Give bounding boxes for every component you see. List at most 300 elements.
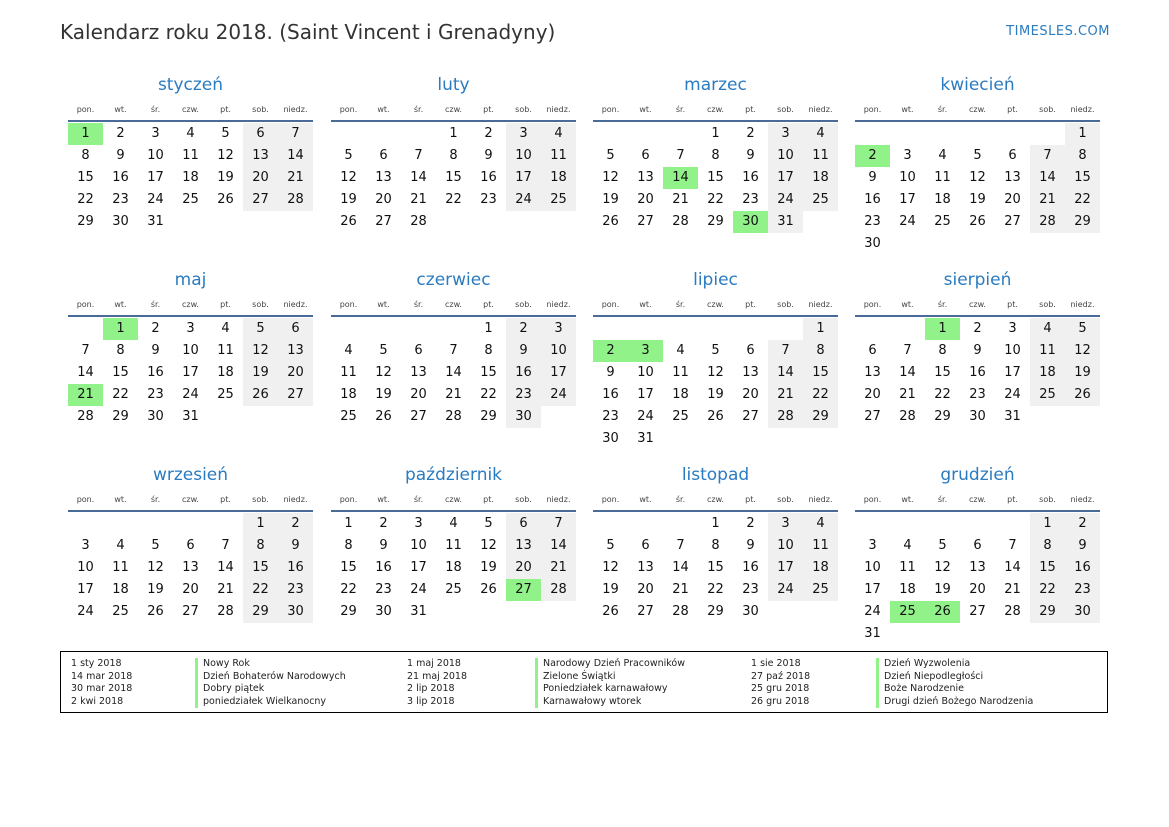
weekend-day-cell: 28 <box>1030 211 1065 233</box>
weekend-day-cell: 3 <box>541 318 576 340</box>
weekday-label: śr. <box>150 105 161 114</box>
weekday-label: pon. <box>601 105 620 114</box>
day-cell: 21 <box>445 387 462 402</box>
day-cell: 10 <box>899 170 916 185</box>
weekday-label: wt. <box>901 495 914 504</box>
weekend-day-cell: 22 <box>1065 189 1100 211</box>
day-cell: 15 <box>707 560 724 575</box>
weekend-day-cell: 9 <box>278 535 313 557</box>
weekday-label: czw. <box>182 495 199 504</box>
day-cell: 11 <box>899 560 916 575</box>
weekday-label: pt. <box>220 300 231 309</box>
day-cell: 20 <box>637 582 654 597</box>
empty-cell <box>401 123 436 145</box>
day-cell: 23 <box>602 409 619 424</box>
weekend-day-cell: 4 <box>1030 318 1065 340</box>
weekend-day-cell: 13 <box>506 535 541 557</box>
day-cell: 30 <box>375 604 392 619</box>
weekday-header <box>331 295 576 317</box>
day-cell: 4 <box>116 538 125 553</box>
weekend-day-cell: 22 <box>243 579 278 601</box>
weekend-day-cell: 21 <box>278 167 313 189</box>
weekend-day-cell: 7 <box>768 340 803 362</box>
weekday-header <box>331 100 576 122</box>
day-cell: 2 <box>484 126 493 141</box>
day-cell: 14 <box>1004 560 1021 575</box>
weekend-day-cell: 28 <box>278 189 313 211</box>
weekday-label: śr. <box>937 300 948 309</box>
weekday-label: niedz. <box>546 105 571 114</box>
weekend-day-cell: 17 <box>541 362 576 384</box>
weekend-day-cell: 1 <box>803 318 838 340</box>
day-cell: 31 <box>182 409 199 424</box>
day-cell: 2 <box>379 516 388 531</box>
day-cell: 8 <box>449 148 458 163</box>
day-cell: 24 <box>1004 387 1021 402</box>
weekday-label: niedz. <box>1070 300 1095 309</box>
weekend-day-cell: 2 <box>1065 513 1100 535</box>
day-cell: 3 <box>186 321 195 336</box>
weekend-day-cell: 6 <box>278 318 313 340</box>
month-calendar <box>331 74 576 233</box>
day-cell: 8 <box>116 343 125 358</box>
empty-cell <box>593 318 628 340</box>
day-grid <box>593 318 838 450</box>
day-cell: 8 <box>711 148 720 163</box>
empty-cell <box>855 513 890 535</box>
day-cell: 26 <box>602 604 619 619</box>
empty-cell <box>890 123 925 145</box>
weekend-day-cell: 25 <box>803 579 838 601</box>
day-cell: 28 <box>672 604 689 619</box>
day-cell: 23 <box>969 387 986 402</box>
empty-cell <box>960 123 995 145</box>
weekday-label: sob. <box>252 300 269 309</box>
weekend-day-cell: 24 <box>768 579 803 601</box>
legend-date: 2 lip 2018 <box>407 683 455 694</box>
legend-date: 14 mar 2018 <box>71 670 133 682</box>
weekend-day-cell: 15 <box>803 362 838 384</box>
day-cell: 25 <box>340 409 357 424</box>
weekday-label: pt. <box>745 105 756 114</box>
month-calendar <box>68 464 313 623</box>
weekend-day-cell: 18 <box>1030 362 1065 384</box>
month-calendar <box>855 74 1100 255</box>
empty-cell <box>995 123 1030 145</box>
empty-cell <box>733 318 768 340</box>
day-cell: 20 <box>410 387 427 402</box>
weekend-day-cell: 2 <box>506 318 541 340</box>
day-cell: 14 <box>77 365 94 380</box>
day-cell: 21 <box>217 582 234 597</box>
day-cell: 13 <box>1004 170 1021 185</box>
weekday-label: czw. <box>707 105 724 114</box>
legend-holiday-name: Dzień Bohaterów Narodowych <box>203 670 346 682</box>
day-cell: 22 <box>340 582 357 597</box>
day-cell: 11 <box>182 148 199 163</box>
weekend-day-cell: 16 <box>278 557 313 579</box>
weekday-label: wt. <box>639 105 652 114</box>
day-cell: 25 <box>112 604 129 619</box>
day-cell: 15 <box>445 170 462 185</box>
weekday-label: niedz. <box>808 300 833 309</box>
day-grid <box>593 513 838 623</box>
day-cell: 5 <box>151 538 160 553</box>
weekend-day-cell: 1 <box>243 513 278 535</box>
month-calendar <box>593 464 838 623</box>
day-cell: 24 <box>410 582 427 597</box>
day-cell: 14 <box>217 560 234 575</box>
weekday-label: sob. <box>1039 495 1056 504</box>
weekend-day-cell: 22 <box>1030 579 1065 601</box>
day-cell: 15 <box>480 365 497 380</box>
weekday-header <box>331 490 576 512</box>
weekend-day-cell: 13 <box>243 145 278 167</box>
day-cell: 23 <box>742 582 759 597</box>
empty-cell <box>925 513 960 535</box>
day-cell: 12 <box>969 170 986 185</box>
day-cell: 17 <box>899 192 916 207</box>
legend-dates-col-3 <box>751 658 810 708</box>
day-cell: 17 <box>147 170 164 185</box>
day-cell: 29 <box>707 604 724 619</box>
day-cell: 3 <box>414 516 423 531</box>
day-cell: 5 <box>606 538 615 553</box>
day-cell: 2 <box>151 321 160 336</box>
day-cell: 27 <box>1004 214 1021 229</box>
day-cell: 6 <box>868 343 877 358</box>
empty-cell <box>628 123 663 145</box>
weekend-day-cell: 24 <box>541 384 576 406</box>
day-cell: 18 <box>112 582 129 597</box>
day-cell: 20 <box>864 387 881 402</box>
weekend-day-cell: 4 <box>803 513 838 535</box>
weekend-day-cell: 26 <box>243 384 278 406</box>
day-cell: 5 <box>973 148 982 163</box>
weekend-day-cell: 29 <box>803 406 838 428</box>
day-cell: 7 <box>1008 538 1017 553</box>
day-cell: 1 <box>711 516 720 531</box>
day-cell: 10 <box>1004 343 1021 358</box>
weekend-day-cell: 4 <box>541 123 576 145</box>
day-cell: 28 <box>899 409 916 424</box>
weekend-day-cell: 17 <box>768 557 803 579</box>
brand-link[interactable]: TIMESLES.COM <box>1006 24 1110 39</box>
day-cell: 3 <box>81 538 90 553</box>
day-cell: 6 <box>641 148 650 163</box>
day-cell: 16 <box>147 365 164 380</box>
day-cell: 27 <box>182 604 199 619</box>
day-cell: 18 <box>445 560 462 575</box>
day-cell: 18 <box>340 387 357 402</box>
empty-cell <box>890 318 925 340</box>
day-cell: 10 <box>147 148 164 163</box>
month-calendar <box>593 269 838 450</box>
weekday-label: czw. <box>969 300 986 309</box>
legend-date: 27 paź 2018 <box>751 670 811 682</box>
weekend-day-cell: 20 <box>506 557 541 579</box>
day-cell: 12 <box>602 170 619 185</box>
weekday-label: wt. <box>377 105 390 114</box>
legend-holiday-name: Narodowy Dzień Pracowników <box>543 658 686 669</box>
weekend-day-cell: 10 <box>768 535 803 557</box>
day-cell: 7 <box>903 343 912 358</box>
legend-names-col-1 <box>195 658 346 708</box>
weekday-label: pon. <box>76 300 95 309</box>
legend-holiday-name: Drugi dzień Bożego Narodzenia <box>884 695 1034 707</box>
weekend-day-cell: 19 <box>1065 362 1100 384</box>
day-cell: 4 <box>938 148 947 163</box>
day-cell: 22 <box>112 387 129 402</box>
day-cell: 2 <box>973 321 982 336</box>
weekday-label: pt. <box>483 105 494 114</box>
weekday-header <box>68 490 313 512</box>
legend-holiday-name: Nowy Rok <box>203 658 250 669</box>
weekday-label: sob. <box>1039 105 1056 114</box>
day-cell: 7 <box>221 538 230 553</box>
weekend-day-cell: 12 <box>243 340 278 362</box>
weekday-header <box>68 295 313 317</box>
weekday-label: czw. <box>445 105 462 114</box>
empty-cell <box>663 318 698 340</box>
day-cell: 9 <box>379 538 388 553</box>
day-cell: 4 <box>221 321 230 336</box>
month-name: lipiec <box>693 270 738 290</box>
weekend-day-cell: 18 <box>803 557 838 579</box>
holiday-day-cell: 25 <box>890 601 925 623</box>
weekday-label: pt. <box>1007 300 1018 309</box>
day-cell: 13 <box>182 560 199 575</box>
empty-cell <box>855 123 890 145</box>
weekday-header <box>855 295 1100 317</box>
day-cell: 30 <box>112 214 129 229</box>
legend-date: 25 gru 2018 <box>751 683 810 694</box>
day-cell: 7 <box>81 343 90 358</box>
day-cell: 9 <box>868 170 877 185</box>
day-cell: 28 <box>410 214 427 229</box>
weekend-day-cell: 28 <box>768 406 803 428</box>
day-cell: 31 <box>1004 409 1021 424</box>
weekend-day-cell: 15 <box>243 557 278 579</box>
day-cell: 8 <box>344 538 353 553</box>
day-cell: 9 <box>151 343 160 358</box>
weekend-day-cell: 24 <box>768 189 803 211</box>
day-cell: 26 <box>969 214 986 229</box>
empty-cell <box>855 318 890 340</box>
legend-holiday-name: Dzień Niepodległości <box>884 670 984 682</box>
day-cell: 26 <box>340 214 357 229</box>
day-cell: 26 <box>707 409 724 424</box>
day-cell: 4 <box>903 538 912 553</box>
weekday-label: sob. <box>515 300 532 309</box>
day-cell: 13 <box>969 560 986 575</box>
day-cell: 23 <box>112 192 129 207</box>
empty-cell <box>663 123 698 145</box>
weekend-day-cell: 7 <box>278 123 313 145</box>
day-cell: 27 <box>637 604 654 619</box>
weekend-day-cell: 20 <box>243 167 278 189</box>
weekend-day-cell: 30 <box>506 406 541 428</box>
day-cell: 24 <box>77 604 94 619</box>
month-calendar <box>593 74 838 233</box>
day-cell: 30 <box>147 409 164 424</box>
weekday-label: śr. <box>413 300 424 309</box>
day-cell: 3 <box>151 126 160 141</box>
day-cell: 20 <box>375 192 392 207</box>
weekday-label: pon. <box>863 495 882 504</box>
empty-cell <box>366 123 401 145</box>
day-cell: 8 <box>81 148 90 163</box>
day-cell: 5 <box>344 148 353 163</box>
weekday-label: pt. <box>745 300 756 309</box>
day-cell: 17 <box>1004 365 1021 380</box>
day-cell: 26 <box>602 214 619 229</box>
weekday-label: niedz. <box>283 495 308 504</box>
month-calendar <box>68 269 313 428</box>
weekend-day-cell: 11 <box>803 145 838 167</box>
day-cell: 1 <box>484 321 493 336</box>
day-cell: 11 <box>112 560 129 575</box>
day-cell: 1 <box>344 516 353 531</box>
weekend-day-cell: 30 <box>1065 601 1100 623</box>
legend-dates-col-1 <box>71 658 132 708</box>
month-name: styczeń <box>157 75 224 95</box>
day-cell: 8 <box>484 343 493 358</box>
day-cell: 17 <box>637 387 654 402</box>
empty-cell <box>1030 123 1065 145</box>
day-cell: 29 <box>340 604 357 619</box>
day-cell: 25 <box>445 582 462 597</box>
weekday-label: pon. <box>339 105 358 114</box>
month-name: wrzesień <box>152 465 229 485</box>
weekend-day-cell: 27 <box>278 384 313 406</box>
day-cell: 24 <box>899 214 916 229</box>
day-cell: 27 <box>410 409 427 424</box>
month-name: czerwiec <box>416 270 491 290</box>
empty-cell <box>436 318 471 340</box>
weekday-label: wt. <box>639 300 652 309</box>
day-cell: 21 <box>1004 582 1021 597</box>
weekday-label: pon. <box>339 300 358 309</box>
weekend-day-cell: 10 <box>506 145 541 167</box>
empty-cell <box>68 318 103 340</box>
day-cell: 12 <box>217 148 234 163</box>
day-cell: 2 <box>746 126 755 141</box>
month-calendar <box>331 464 576 623</box>
holiday-day-cell: 14 <box>663 167 698 189</box>
weekday-label: śr. <box>150 300 161 309</box>
day-cell: 13 <box>375 170 392 185</box>
weekend-day-cell: 6 <box>243 123 278 145</box>
empty-cell <box>331 318 366 340</box>
weekday-label: pon. <box>863 105 882 114</box>
day-cell: 12 <box>147 560 164 575</box>
weekend-day-cell: 10 <box>541 340 576 362</box>
weekend-day-cell: 26 <box>1065 384 1100 406</box>
day-cell: 29 <box>934 409 951 424</box>
weekend-day-cell: 15 <box>1065 167 1100 189</box>
day-cell: 24 <box>182 387 199 402</box>
weekday-label: wt. <box>901 300 914 309</box>
day-cell: 1 <box>711 126 720 141</box>
day-cell: 17 <box>182 365 199 380</box>
weekday-label: niedz. <box>283 300 308 309</box>
day-cell: 9 <box>484 148 493 163</box>
day-cell: 11 <box>340 365 357 380</box>
day-cell: 23 <box>375 582 392 597</box>
legend-date: 2 kwi 2018 <box>71 695 124 707</box>
weekend-day-cell: 24 <box>506 189 541 211</box>
day-cell: 6 <box>746 343 755 358</box>
empty-cell <box>68 513 103 535</box>
weekday-label: sob. <box>252 105 269 114</box>
empty-cell <box>593 513 628 535</box>
weekday-label: pt. <box>1007 105 1018 114</box>
legend-holiday-name: Boże Narodzenie <box>884 683 964 694</box>
day-cell: 5 <box>379 343 388 358</box>
day-cell: 6 <box>973 538 982 553</box>
weekday-label: czw. <box>182 105 199 114</box>
weekday-label: pon. <box>76 105 95 114</box>
weekend-day-cell: 17 <box>506 167 541 189</box>
weekend-day-cell: 21 <box>541 557 576 579</box>
legend-holiday-name: Dzień Wyzwolenia <box>884 658 971 669</box>
day-cell: 3 <box>868 538 877 553</box>
weekday-label: niedz. <box>546 495 571 504</box>
day-cell: 3 <box>1008 321 1017 336</box>
day-cell: 19 <box>707 387 724 402</box>
weekend-day-cell: 19 <box>243 362 278 384</box>
weekday-label: pt. <box>483 495 494 504</box>
weekend-day-cell: 18 <box>803 167 838 189</box>
month-calendar <box>331 269 576 428</box>
weekday-label: wt. <box>377 300 390 309</box>
weekend-day-cell: 1 <box>1030 513 1065 535</box>
weekend-day-cell: 4 <box>803 123 838 145</box>
weekend-day-cell: 20 <box>278 362 313 384</box>
day-cell: 13 <box>410 365 427 380</box>
weekend-day-cell: 23 <box>1065 579 1100 601</box>
empty-cell <box>138 513 173 535</box>
weekend-day-cell: 21 <box>768 384 803 406</box>
day-cell: 22 <box>445 192 462 207</box>
weekend-day-cell: 13 <box>278 340 313 362</box>
month-name: grudzień <box>940 465 1015 485</box>
weekday-label: czw. <box>969 105 986 114</box>
weekday-label: śr. <box>675 105 686 114</box>
day-cell: 4 <box>186 126 195 141</box>
day-cell: 31 <box>147 214 164 229</box>
weekend-day-cell: 14 <box>768 362 803 384</box>
weekend-day-cell: 25 <box>1030 384 1065 406</box>
weekend-day-cell: 29 <box>1065 211 1100 233</box>
day-cell: 10 <box>410 538 427 553</box>
weekday-label: śr. <box>675 300 686 309</box>
weekday-label: wt. <box>639 495 652 504</box>
legend-date: 26 gru 2018 <box>751 695 810 707</box>
day-cell: 27 <box>969 604 986 619</box>
weekday-label: śr. <box>150 495 161 504</box>
legend-names-col-3 <box>876 658 1033 708</box>
day-cell: 5 <box>938 538 947 553</box>
empty-cell <box>663 513 698 535</box>
legend-dates-col-2 <box>407 658 467 708</box>
holiday-legend <box>60 651 1108 713</box>
day-cell: 22 <box>77 192 94 207</box>
day-cell: 21 <box>410 192 427 207</box>
weekend-day-cell: 8 <box>1030 535 1065 557</box>
holiday-day-cell: 2 <box>855 145 890 167</box>
